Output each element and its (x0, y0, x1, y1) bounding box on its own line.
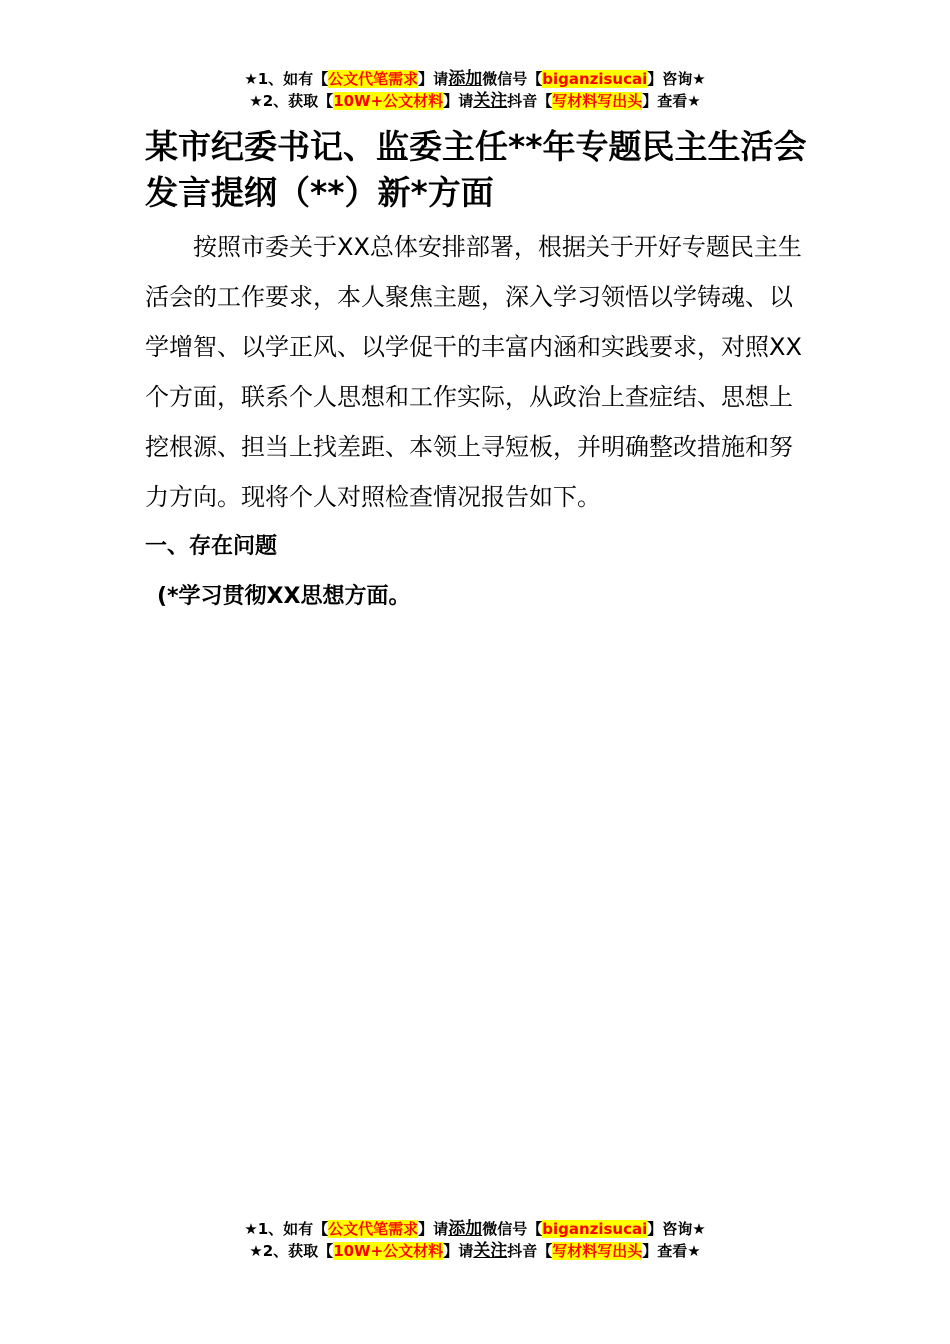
promo-highlight: 公文代笔需求 (328, 70, 419, 88)
promo-text: 】查看★ (642, 92, 701, 110)
promo-underline-text: 添加 (448, 1219, 483, 1239)
promo-text: 】请 (418, 70, 449, 88)
promo-highlight-douyin-id: 写材料写出头 (552, 92, 643, 110)
promo-text: ★2、获取【 (249, 92, 334, 110)
promo-text: 微信号【 (482, 1220, 543, 1238)
promo-text: ★2、获取【 (249, 1242, 334, 1260)
promo-text: 】查看★ (642, 1242, 701, 1260)
promo-text: 微信号【 (482, 70, 543, 88)
promo-line-2 (0, 90, 950, 112)
promo-highlight: 10W+公文材料 (333, 1242, 444, 1260)
intro-paragraph: 按照市委关于XX总体安排部署，根据关于开好专题民主生活会的工作要求，本人聚焦主题，深入学习领悟以学铸魂、以学增智、以学正风、以学促干的丰富内涵和实践要求，对照XX个方面，联系个人思想和工作实际，从政治上查症结、思想上挖根源、担当上找差距、本领上寻短板，并明确整改措施和努力方向。现将个人对照检查情况报告如下。 (145, 233, 802, 511)
promo-text: 】请 (418, 1220, 449, 1238)
promo-line-1 (0, 68, 950, 90)
promo-text: 】请 (443, 1242, 474, 1260)
section-heading: 一、存在问题 (145, 534, 278, 559)
promo-line-2 (0, 1240, 950, 1262)
promo-text: 抖音【 (507, 1242, 553, 1260)
promo-banner-top (0, 68, 950, 112)
promo-text: ★1、如有【 (244, 1220, 329, 1238)
promo-text: 抖音【 (507, 92, 553, 110)
promo-highlight-wechat-id: biganzisucai (542, 70, 648, 88)
promo-text: 】咨询★ (647, 70, 706, 88)
promo-underline-text: 添加 (448, 69, 483, 89)
promo-highlight: 10W+公文材料 (333, 92, 444, 110)
promo-underline-text: 关注 (473, 91, 508, 111)
promo-line-1 (0, 1218, 950, 1240)
promo-text: 】咨询★ (647, 1220, 706, 1238)
document-title: 某市纪委书记、监委主任**年专题民主生活会发言提纲（**）新*方面 (145, 127, 807, 212)
promo-text: ★1、如有【 (244, 70, 329, 88)
promo-text: 】请 (443, 92, 474, 110)
subsection-heading: (*学习贯彻XX思想方面。 (157, 584, 411, 609)
promo-underline-text: 关注 (473, 1241, 508, 1261)
promo-banner-bottom (0, 1218, 950, 1262)
promo-highlight-wechat-id: biganzisucai (542, 1220, 648, 1238)
document-body (145, 222, 815, 622)
promo-highlight-douyin-id: 写材料写出头 (552, 1242, 643, 1260)
promo-highlight: 公文代笔需求 (328, 1220, 419, 1238)
